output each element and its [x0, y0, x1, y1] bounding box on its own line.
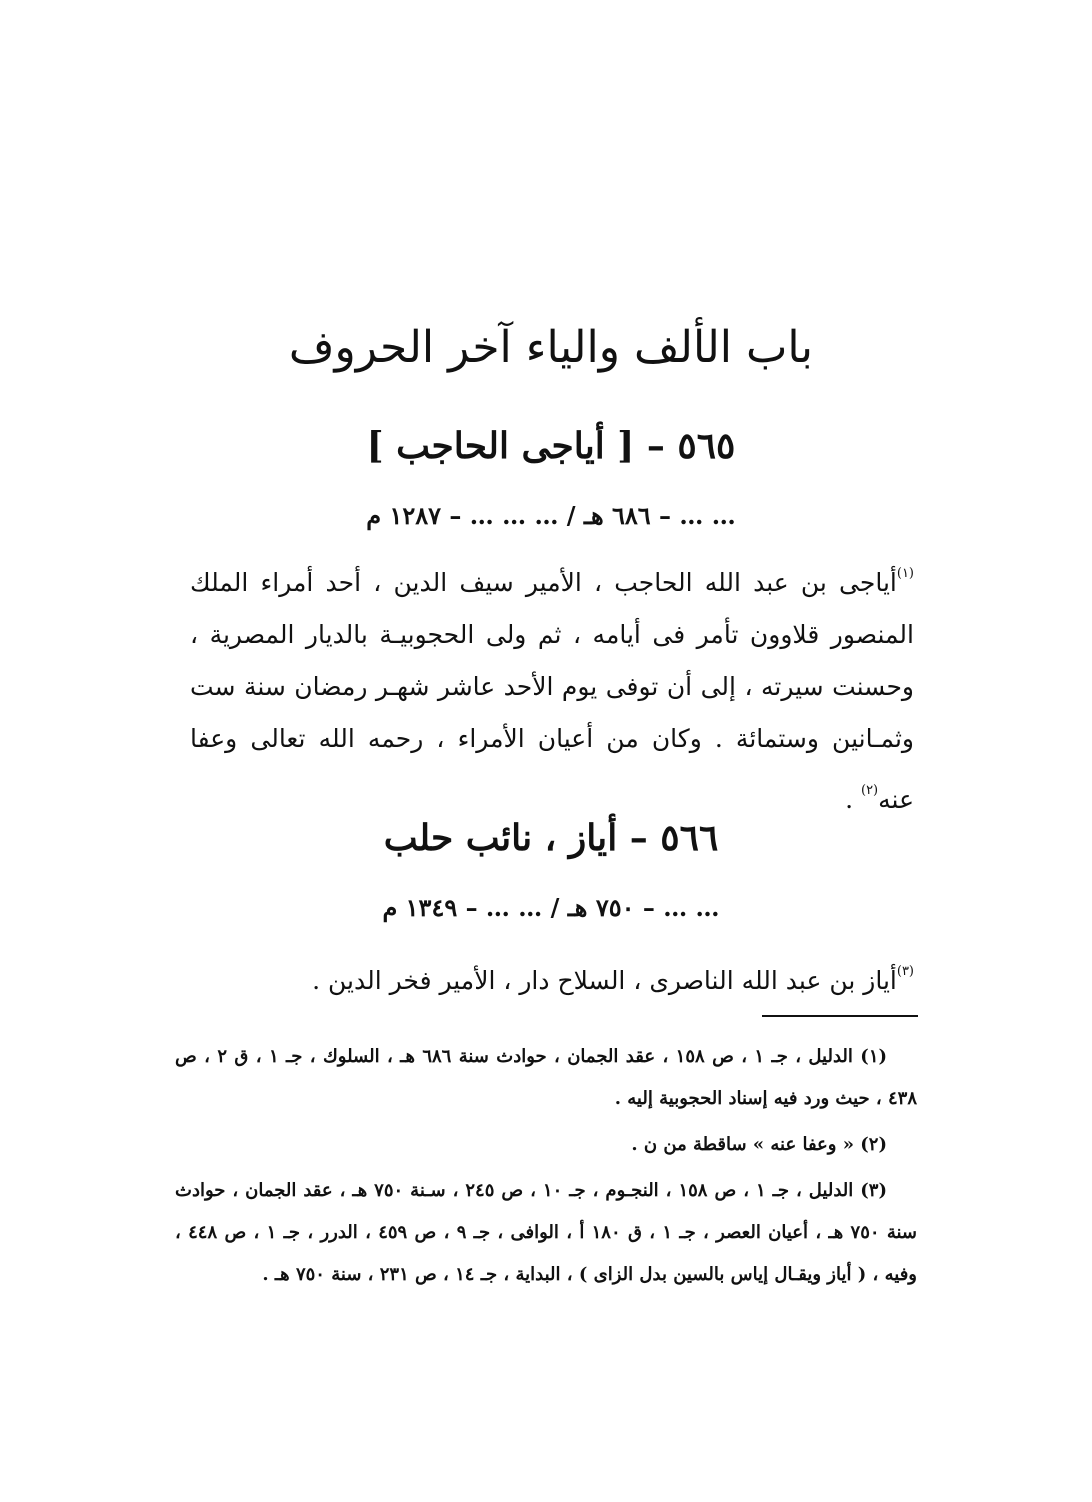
footnote-marker-1: (١)	[896, 566, 914, 581]
chapter-title: باب الألف والياء آخر الحروف	[288, 322, 814, 373]
entry-566-body	[190, 946, 914, 1007]
footnote-3: (٣) الدليل ، جـ ١ ، ص ١٥٨ ، النجـوم ، جـ ١٠ ، ص ٢٤٥ ، سـنة ٧٥٠ هـ ، عقد الجمان ، حوادث سنة ٧٥٠ هـ ، أعيان العصر ، جـ ١ ، ق ١٨٠ أ ، الوافى ، جـ ٩ ، ص ٤٥٩ ، الدرر ، جـ ١ ، ص ٤٤٨ ، وفيه ، ( أياز ويقـال إياس بالسين بدل الزاى ) ، البداية ، جـ ١٤ ، ص ٢٣١ ، سنة ٧٥٠ هـ .	[175, 1180, 918, 1285]
footnote-1: (١) الدليل ، جـ ١ ، ص ١٥٨ ، عقد الجمان ، حوادث سنة ٦٨٦ هـ ، السلوك ، جـ ١ ، ق ٢ ، ص ٤٣٨ ، حيث ورد فيه إسناد الحجوبية إليه .	[175, 1046, 917, 1109]
entry-565-heading: ٥٦٥ – [ أياجى الحاجب ]	[366, 425, 736, 467]
entry-565-body	[190, 548, 914, 826]
footnote-marker-2: (٢)	[860, 783, 879, 798]
entry-565-text-end: .	[845, 785, 861, 814]
entry-566-heading: ٥٦٦ – أياز ، نائب حلب	[383, 817, 719, 859]
footnote-separator	[762, 1015, 918, 1017]
footnotes	[175, 1036, 917, 1300]
footnote-marker-3: (٣)	[896, 964, 914, 979]
entry-566-dates: … … – ٧٥٠ هـ / … … – ١٣٤٩ م	[382, 893, 720, 922]
entry-565-dates: … … – ٦٨٦ هـ / … … … – ١٢٨٧ م	[366, 501, 736, 530]
footnote-2: (٢) « وعفا عنه » ساقطة من ن .	[631, 1134, 887, 1155]
entry-565-text: أياجى بن عبد الله الحاجب ، الأمير سيف الدين ، أحد أمراء الملك المنصور قلاوون تأمر فى أيامه ، ثم ولى الحجوبيـة بالديار المصرية ، وحسنت سيرته ، إلى أن توفى يوم الأحد عاشر شهـر رمضان سنة ست وثمـانين وستمائة . وكان من أعيان الأمراء ، رحمه الله تعالى وعفا عنه	[190, 568, 914, 814]
entry-566-text: أياز بن عبد الله الناصرى ، السلاح دار ، الأمير فخر الدين .	[312, 966, 897, 995]
